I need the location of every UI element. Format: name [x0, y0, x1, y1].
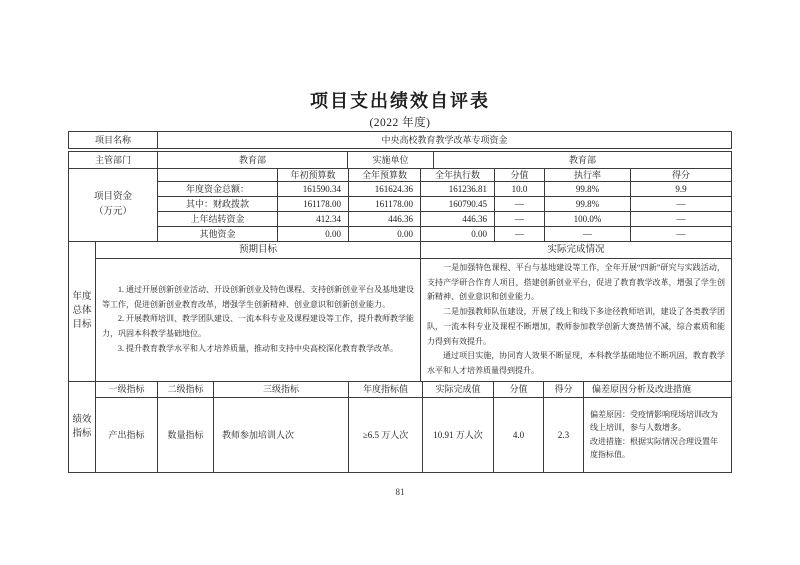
funds-row-other — [69, 227, 732, 242]
project-name-value: 中央高校教育教学改革专项资金 — [158, 132, 732, 149]
improvement-measure: 改进措施：根据实际情况合理设置年度指标值。 — [590, 436, 718, 460]
fund-row-label: 其中：财政拨款 — [158, 197, 278, 212]
goals-body-row — [69, 259, 732, 382]
fund-value-cell: 161590.34 — [278, 182, 349, 197]
funds-row-label-line1: 项目资金 — [93, 192, 132, 202]
indicators-row-label-line2: 指标 — [72, 428, 92, 439]
self-evaluation-table — [68, 132, 731, 473]
goals-header-row — [69, 242, 732, 259]
page-number: 81 — [395, 487, 405, 497]
table-row — [69, 132, 732, 149]
column-header: 三级指标 — [214, 381, 349, 397]
fund-value-cell: 446.36 — [349, 212, 421, 227]
table-row — [69, 152, 732, 169]
column-header: 年初预算数 — [278, 169, 349, 182]
indicator-data-row — [69, 397, 732, 472]
expected-goal-item: 2. 开展教师培训、教学团队建设、一流本科专业及课程建设等工作，提升教师教学能力，巩固本科教学基础地位。 — [102, 314, 414, 339]
actual-result-item: 二是加强教师队伍建设，开展了线上和线下多途径教师培训，建设了各类教学团队，一流本科专业及课程不断增加，教师参加教学创新大赛热情不减，综合素质和能力得到有效提升。 — [427, 307, 725, 346]
column-header: 得分 — [544, 381, 584, 397]
score-cell: 2.3 — [544, 397, 584, 472]
fund-value-cell: 161178.00 — [278, 197, 349, 212]
weight-cell: 4.0 — [494, 397, 544, 472]
fund-value-cell: 161624.36 — [349, 182, 421, 197]
column-header: 二级指标 — [158, 381, 214, 397]
actual-result-item: 一是加强特色课程、平台与基地建设等工作，全年开展“四新”研究与实践活动，支持产学研合作育人项目，搭建创新创业平台，促进了教育教学改革，增强了学生创新精神、创业意识和创业能力。 — [427, 263, 725, 302]
fund-rate-cell: 99.8% — [545, 182, 631, 197]
column-header: 实际完成值 — [423, 381, 494, 397]
department-section — [68, 151, 732, 169]
impl-unit-value: 教育部 — [434, 152, 732, 169]
funds-section — [68, 168, 732, 242]
empty-cell — [158, 169, 278, 182]
fund-score-cell: — — [495, 212, 545, 227]
fund-value-cell: 0.00 — [421, 227, 495, 242]
project-name-label: 项目名称 — [69, 132, 158, 149]
actual-result-item: 通过项目实施，协同育人效果不断显现，本科教学基础地位不断巩固，教育教学水平和人才培养质量得到提升。 — [427, 351, 725, 375]
indicators-row-label-line1: 绩效 — [72, 414, 92, 425]
indicators-header-row — [69, 381, 732, 397]
funds-row-fiscal — [69, 197, 732, 212]
fund-row-label: 年度资金总额： — [158, 182, 278, 197]
fund-score-cell: 9.9 — [631, 182, 732, 197]
fund-rate-cell: 100.0% — [545, 212, 631, 227]
fund-value-cell: 412.34 — [278, 212, 349, 227]
actual-results-header: 实际完成情况 — [421, 242, 732, 259]
column-header: 全年执行数 — [421, 169, 495, 182]
fund-value-cell: 160790.45 — [421, 197, 495, 212]
expected-goal-item: 1. 通过开展创新创业活动、开设创新创业及特色课程、支持创新创业平台及基地建设等工作，促进创新创业教育改革，增强学生创新精神、创业意识和创新创业能力。 — [102, 285, 414, 309]
fund-rate-cell: — — [545, 227, 631, 242]
fund-score-cell: — — [495, 197, 545, 212]
column-header: 年度指标值 — [349, 381, 423, 397]
dept-value: 教育部 — [158, 152, 348, 169]
actual-results-text — [421, 259, 732, 382]
fund-rate-cell: 99.8% — [545, 197, 631, 212]
column-header: 得分 — [631, 169, 732, 182]
fund-row-label: 上年结转资金 — [158, 212, 278, 227]
goals-row-label-line2: 总体 — [72, 306, 92, 317]
page-subtitle: (2022 年度) — [369, 117, 431, 129]
level2-indicator-cell: 数量指标 — [158, 397, 214, 472]
fund-value-cell: 0.00 — [349, 227, 421, 242]
fund-score-cell: — — [631, 197, 732, 212]
expected-goals-header: 预期目标 — [96, 242, 421, 259]
fund-value-cell: 161178.00 — [349, 197, 421, 212]
level3-indicator-cell: 教师参加培训人次 — [214, 397, 349, 472]
fund-score-cell: — — [631, 227, 732, 242]
funds-row-label — [69, 169, 158, 242]
level1-indicator-cell: 产出指标 — [96, 397, 158, 472]
impl-unit-label: 实施单位 — [348, 152, 434, 169]
funds-row-label-line2: （万元） — [93, 207, 132, 217]
column-header: 全年预算数 — [349, 169, 421, 182]
fund-value-cell: 161236.81 — [421, 182, 495, 197]
column-header: 一级指标 — [96, 381, 158, 397]
deviation-analysis-cell — [584, 397, 732, 472]
column-header: 分值 — [494, 381, 544, 397]
page-title: 项目支出绩效自评表 — [310, 91, 490, 111]
target-value-cell: ≥6.5 万人次 — [349, 397, 423, 472]
fund-score-cell: — — [631, 212, 732, 227]
expected-goals-text — [96, 259, 421, 382]
indicators-section — [68, 381, 732, 473]
goals-row-label — [69, 242, 96, 382]
fund-score-cell: 10.0 — [495, 182, 545, 197]
funds-row-total — [69, 182, 732, 197]
indicators-row-label — [69, 381, 96, 472]
column-header: 执行率 — [545, 169, 631, 182]
funds-row-carryover — [69, 212, 732, 227]
actual-value-cell: 10.91 万人次 — [423, 397, 494, 472]
fund-value-cell: 446.36 — [421, 212, 495, 227]
goals-row-label-line1: 年度 — [72, 292, 92, 303]
expected-goal-item: 3. 提升教育教学水平和人才培养质量，推动和支持中央高校深化教育教学改革。 — [118, 343, 398, 353]
column-header: 分值 — [495, 169, 545, 182]
fund-score-cell: — — [495, 227, 545, 242]
annual-goals-section — [68, 241, 732, 382]
deviation-reason: 偏差原因：受疫情影响现场培训改为线上培训，参与人数增多。 — [590, 409, 718, 433]
fund-value-cell: 0.00 — [278, 227, 349, 242]
column-header: 偏差原因分析及改进措施 — [584, 381, 732, 397]
funds-header-row — [69, 169, 732, 182]
project-name-section — [68, 131, 732, 149]
dept-label: 主管部门 — [69, 152, 158, 169]
goals-row-label-line3: 目标 — [72, 320, 92, 331]
fund-row-label: 其他资金 — [158, 227, 278, 242]
